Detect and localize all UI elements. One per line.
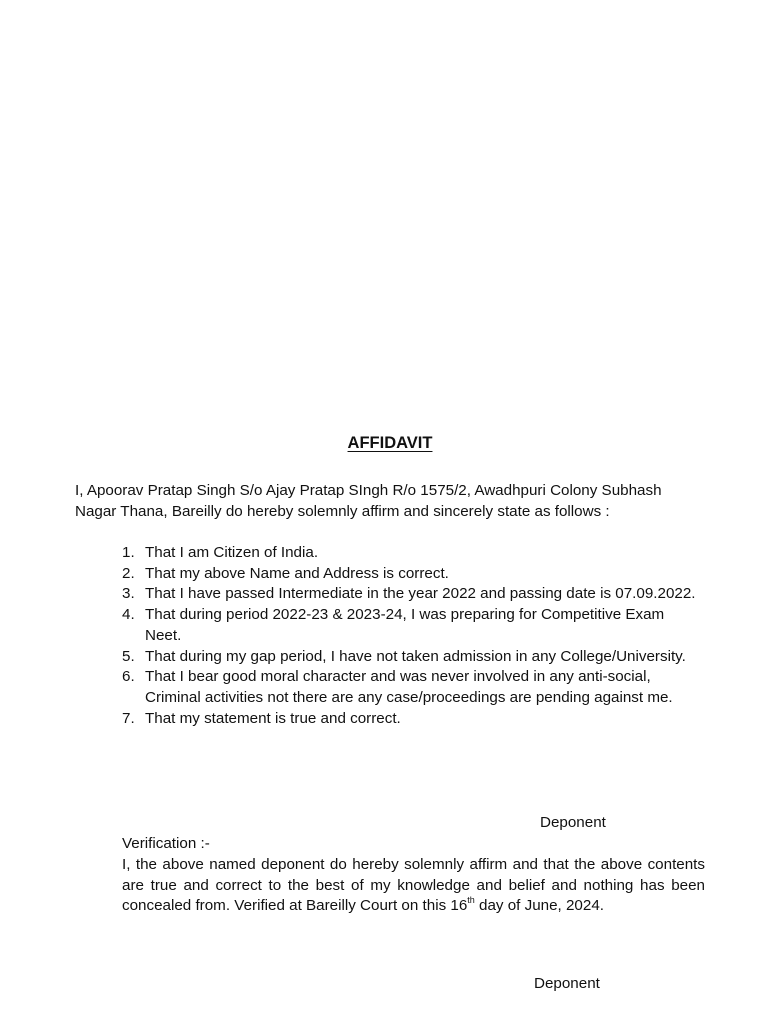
intro-paragraph: I, Apoorav Pratap Singh S/o Ajay Pratap SIngh R/o 1575/2, Awadhpuri Colony Subhash Nagar Thana, Bareilly do hereby solemnly affirm and sincerely state as follows :	[75, 482, 662, 520]
verification-heading: Verification :-	[122, 835, 210, 852]
list-item	[122, 584, 702, 605]
item-text: That during period 2022-23 & 2023-24, I was preparing for Competitive Exam Neet.	[145, 606, 665, 644]
item-number: 4.	[122, 606, 135, 624]
item-number: 5.	[122, 647, 135, 665]
item-number: 6.	[122, 668, 135, 686]
document-title: AFFIDAVIT	[347, 434, 433, 452]
list-item	[122, 605, 702, 646]
list-item	[122, 564, 702, 585]
verification-paragraph	[122, 855, 705, 917]
item-text: That I bear good moral character and was never involved in any anti-social, Criminal activities not there are any case/proceedings are pending against me.	[145, 668, 673, 706]
item-number: 7.	[122, 709, 135, 727]
item-text: That I have passed Intermediate in the year 2022 and passing date is 07.09.2022.	[145, 585, 696, 603]
item-text: That my above Name and Address is correct.	[145, 564, 449, 582]
statement-list	[122, 543, 702, 729]
list-item	[122, 543, 702, 564]
verification-text-before: I, the above named deponent do hereby solemnly affirm and that the above contents are true and correct to the best of my knowledge and belief and nothing has been concealed from. Verified at Bareilly Court on this 16	[122, 856, 705, 915]
deponent-signature-label: Deponent	[534, 975, 600, 992]
list-item	[122, 667, 702, 708]
item-text: That my statement is true and correct.	[145, 709, 401, 727]
list-item	[122, 709, 702, 730]
item-text: That I am Citizen of India.	[145, 544, 319, 561]
item-number: 3.	[122, 585, 135, 603]
ordinal-suffix: th	[467, 895, 475, 906]
deponent-label: Deponent	[540, 814, 606, 831]
item-number: 1.	[122, 544, 135, 561]
list-item	[122, 647, 702, 668]
verification-text-after: day of June, 2024.	[474, 897, 604, 915]
item-number: 2.	[122, 564, 135, 582]
item-text: That during my gap period, I have not taken admission in any College/University.	[145, 647, 686, 665]
